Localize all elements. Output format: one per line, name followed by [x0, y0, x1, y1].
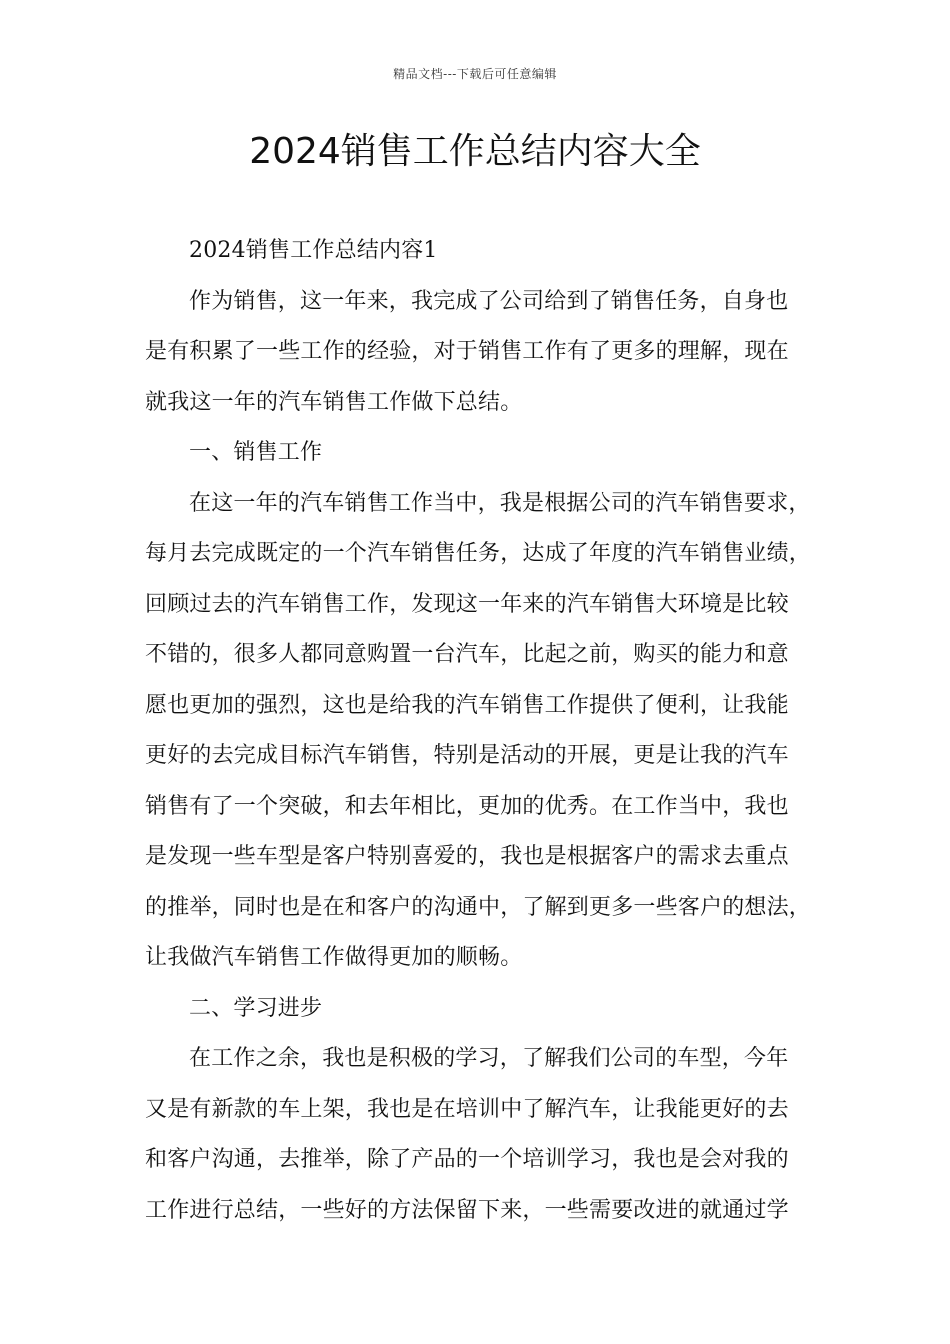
document-title: 2024销售工作总结内容大全	[249, 131, 701, 172]
paragraph-line: 是有积累了一些工作的经验，对于销售工作有了更多的理解，现在	[145, 339, 789, 364]
paragraph-line: 愿也更加的强烈，这也是给我的汽车销售工作提供了便利，让我能	[145, 692, 789, 718]
paragraph-line: 作为销售，这一年来，我完成了公司给到了销售任务，自身也	[189, 288, 789, 314]
paragraph-line: 是发现一些车型是客户特别喜爱的，我也是根据客户的需求去重点	[145, 844, 789, 869]
paragraph-line: 更好的去完成目标汽车销售，特别是活动的开展，更是让我的汽车	[145, 743, 789, 768]
paragraph-line: 在工作之余，我也是积极的学习，了解我们公司的车型，今年	[189, 1046, 789, 1071]
section-subtitle: 2024销售工作总结内容1	[189, 238, 438, 263]
paragraph-line: 就我这一年的汽车销售工作做下总结。	[145, 389, 523, 415]
paragraph-line: 每月去完成既定的一个汽车销售任务，达成了年度的汽车销售业绩，	[145, 541, 812, 566]
paragraph-line: 在这一年的汽车销售工作当中，我是根据公司的汽车销售要求，	[189, 490, 811, 516]
paragraph-line: 回顾过去的汽车销售工作，发现这一年来的汽车销售大环境是比较	[145, 591, 789, 617]
paragraph-line: 和客户沟通，去推举，除了产品的一个培训学习，我也是会对我的	[145, 1147, 789, 1172]
document-body	[145, 226, 825, 1236]
paragraph-line: 让我做汽车销售工作做得更加的顺畅。	[145, 945, 523, 970]
section-heading: 二、学习进步	[189, 995, 323, 1021]
paragraph-line: 又是有新款的车上架，我也是在培训中了解汽车，让我能更好的去	[145, 1096, 789, 1122]
header-note: 精品文档---下载后可任意编辑	[393, 67, 557, 81]
paragraph-line: 不错的，很多人都同意购置一台汽车，比起之前，购买的能力和意	[145, 642, 789, 667]
paragraph-line: 销售有了一个突破，和去年相比，更加的优秀。在工作当中，我也	[145, 793, 789, 819]
section-heading: 一、销售工作	[189, 440, 323, 465]
paragraph-line: 的推举，同时也是在和客户的沟通中，了解到更多一些客户的想法，	[145, 894, 812, 920]
paragraph-line: 工作进行总结，一些好的方法保留下来，一些需要改进的就通过学	[145, 1197, 789, 1223]
